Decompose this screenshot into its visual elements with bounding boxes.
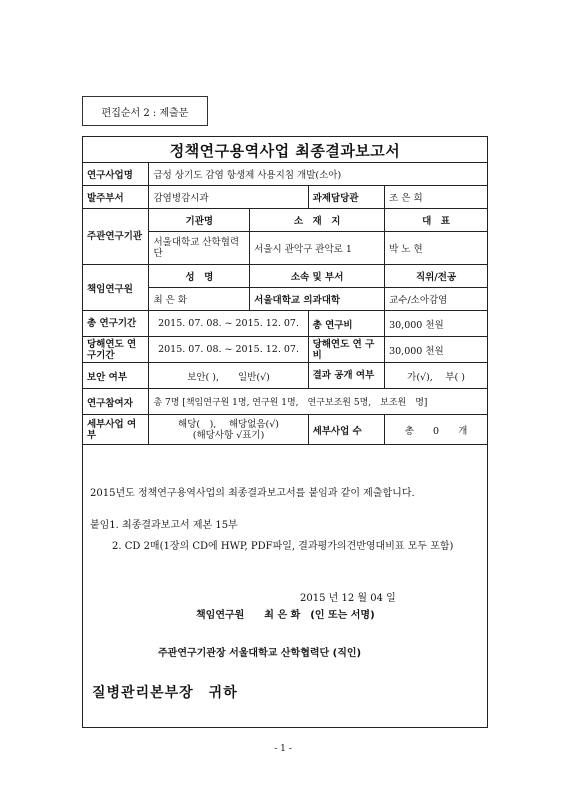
page-number: - 1 - — [274, 744, 292, 754]
pi-label: 책임연구원 — [83, 265, 149, 311]
security-value: 보안( ), 일반(√) — [149, 363, 308, 389]
year-period-value: 2015. 07. 08. ~ 2015. 12. 07. — [149, 337, 308, 363]
total-period-label: 총 연구기간 — [83, 311, 149, 337]
row-security — [83, 363, 488, 389]
inst-name-value: 서울대학교 산학협력단 — [149, 232, 250, 265]
edit-order-box: 편집순서 2 : 제출문 — [82, 96, 208, 126]
row-host-header — [83, 209, 488, 232]
row-total-period — [83, 311, 488, 337]
year-budget-value: 30,000 천원 — [385, 337, 488, 363]
sub-count-label: 세부사업 수 — [308, 415, 385, 445]
position-header: 직위/전공 — [385, 265, 488, 288]
pi-name-value: 최 은 화 — [149, 288, 250, 311]
location-value: 서울시 관악구 관악로 1 — [250, 232, 385, 265]
ordering-dept-label: 발주부서 — [83, 186, 149, 209]
project-info-table — [82, 162, 488, 445]
row-ordering-dept — [83, 186, 488, 209]
project-name-value: 급성 상기도 감염 항생제 사용지침 개발(소아) — [149, 163, 488, 186]
name-header: 성 명 — [149, 265, 250, 288]
rep-header: 대 표 — [385, 209, 488, 232]
sub-project-choice: 해당( ), 해당없음(√) — [178, 418, 280, 430]
affil-value: 서울대학교 의과대학 — [250, 288, 385, 311]
location-header: 소 재 지 — [250, 209, 385, 232]
row-project-name — [83, 163, 488, 186]
officer-label: 과제담당관 — [308, 186, 385, 209]
position-value: 교수/소아감염 — [385, 288, 488, 311]
sub-count-value: 총 0 개 — [385, 415, 488, 445]
participants-value: 총 7명 [책임연구원 1명, 연구원 1명, 연구보조원 5명, 보조원 명] — [149, 389, 488, 415]
row-pi-header — [83, 265, 488, 288]
affil-header: 소속 및 부서 — [250, 265, 385, 288]
row-participants — [83, 389, 488, 415]
disclosure-value: 가(√), 부( ) — [385, 363, 488, 389]
total-period-value: 2015. 07. 08. ~ 2015. 12. 07. — [149, 311, 308, 337]
sub-project-label: 세부사업 여부 — [83, 415, 149, 445]
total-budget-value: 30,000 천원 — [385, 311, 488, 337]
sub-project-value — [149, 415, 308, 445]
report-title: 정책연구용역사업 최종결과보고서 — [169, 142, 401, 160]
attachment-2: 2. CD 2매(1장의 CD에 HWP, PDF파일, 결과평가의견반영대비표 모두 포함) — [112, 541, 454, 552]
disclosure-label: 결과 공개 여부 — [308, 363, 385, 389]
submission-statement: 2015년도 정책연구용역사업의 최종결과보고서를 붙임과 같이 제출합니다. — [90, 488, 415, 499]
host-inst-label: 주관연구기관 — [83, 209, 149, 265]
security-label: 보안 여부 — [83, 363, 149, 389]
total-budget-label: 총 연구비 — [308, 311, 385, 337]
year-budget-label: 당해연도 연 구 비 — [308, 337, 385, 363]
participants-label: 연구참여자 — [83, 389, 149, 415]
sub-project-note: (해당사항 √표기) — [192, 429, 265, 441]
project-name-label: 연구사업명 — [83, 163, 149, 186]
attachment-1: 붙임1. 최종결과보고서 제본 15부 — [90, 520, 238, 531]
addressee: 질병관리본부장 귀하 — [92, 685, 238, 701]
year-period-label: 당해연도 연구기간 — [83, 337, 149, 363]
officer-value: 조 은 희 — [385, 186, 488, 209]
ordering-dept-value: 감염병감시과 — [149, 186, 308, 209]
row-year-period — [83, 337, 488, 363]
rep-value: 박 노 현 — [385, 232, 488, 265]
submission-date: 2015 년 12 월 04 일 — [300, 593, 396, 604]
row-sub-project — [83, 415, 488, 445]
institution-head-line: 주관연구기관장 서울대학교 산학협력단 (직인) — [158, 648, 362, 659]
inst-name-header: 기관명 — [149, 209, 250, 232]
signer-line: 책임연구원 최 은 화 (인 또는 서명) — [196, 610, 375, 621]
